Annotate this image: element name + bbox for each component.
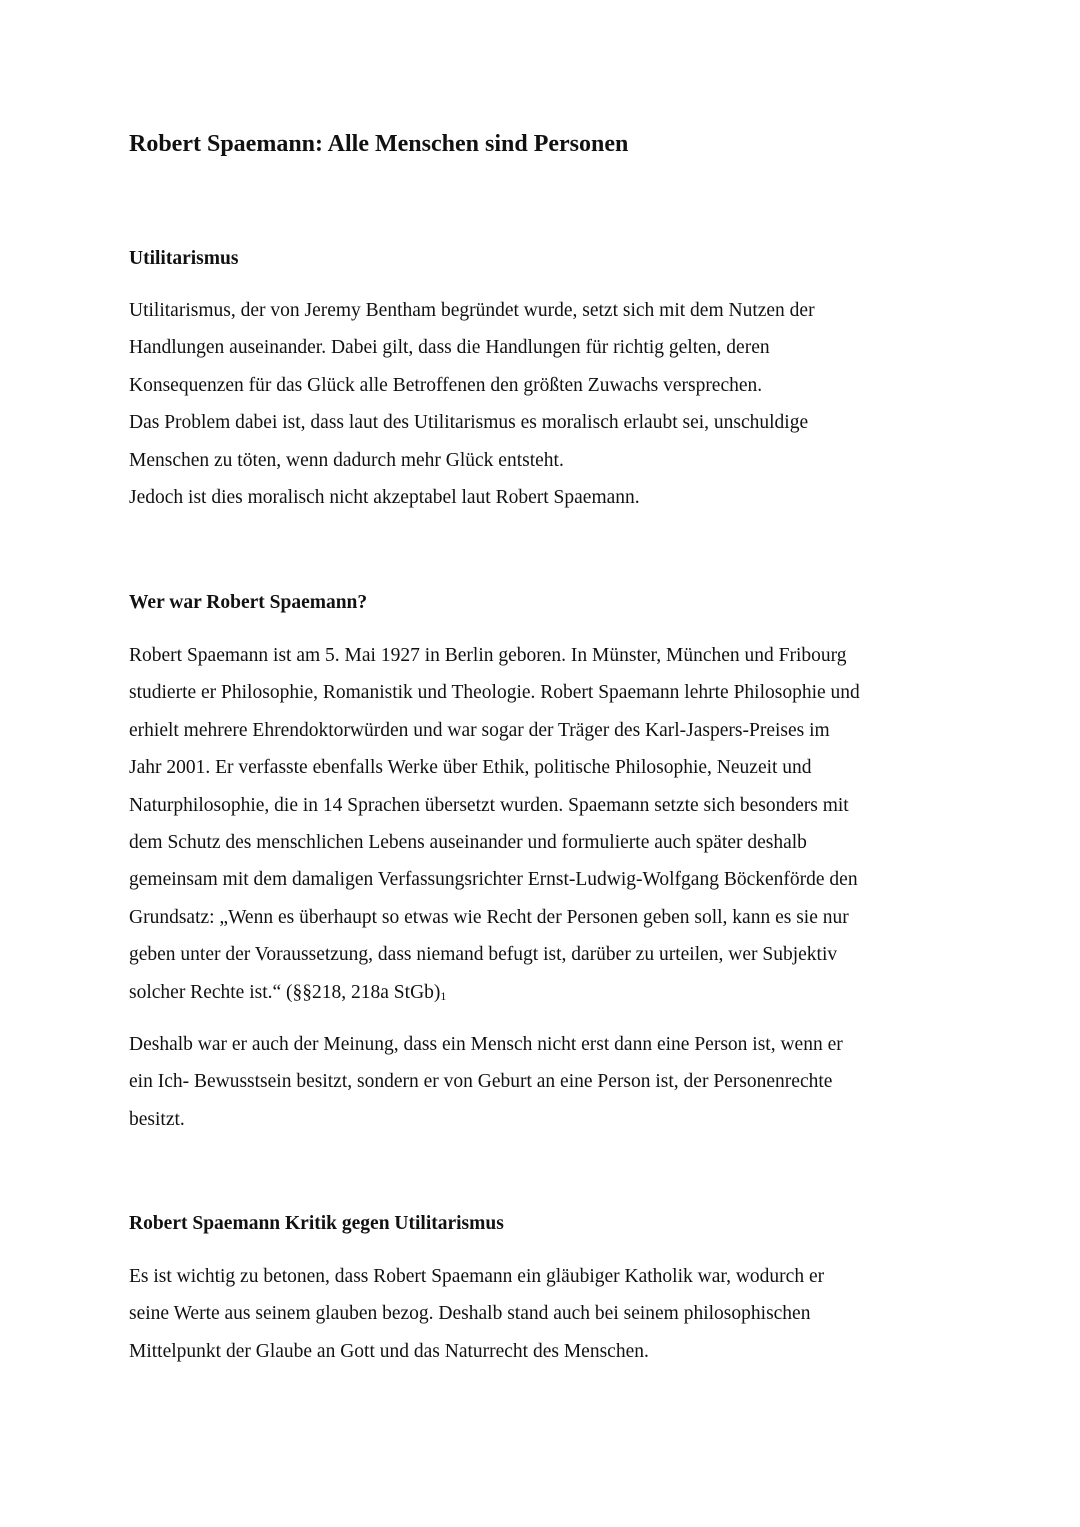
text-line: Jedoch ist dies moralisch nicht akzeptabel laut Robert Spaemann. [129, 487, 640, 509]
text-line: geben unter der Voraussetzung, dass niemand befugt ist, darüber zu urteilen, wer Subjektiv [129, 944, 838, 966]
text-line: Mittelpunkt der Glaube an Gott und das Naturrecht des Menschen. [129, 1340, 649, 1362]
text-line: erhielt mehrere Ehrendoktorwürden und war sogar der Träger des Karl-Jaspers-Preises im [129, 719, 830, 741]
text-line: solcher Rechte ist.“ (§§218, 218a StGb) [129, 981, 441, 1003]
text-line-with-footnote [129, 974, 860, 1015]
text-line: Handlungen auseinander. Dabei gilt, dass die Handlungen für richtig gelten, deren [129, 337, 770, 359]
footnote-marker: 1 [440, 988, 447, 1003]
paragraph-person-opinion [129, 1026, 843, 1138]
text-line: Es ist wichtig zu betonen, dass Robert Spaemann ein gläubiger Katholik war, wodurch er [129, 1266, 825, 1287]
document-title: Robert Spaemann: Alle Menschen sind Personen [129, 131, 629, 157]
text-line: Grundsatz: „Wenn es überhaupt so etwas wie Recht der Personen geben soll, kann es sie nur [129, 906, 849, 928]
text-line: Deshalb war er auch der Meinung, dass ein Mensch nicht erst dann eine Person ist, wenn er [129, 1034, 843, 1055]
section-heading-utilitarismus: Utilitarismus [129, 248, 239, 269]
text-line: dem Schutz des menschlichen Lebens auseinander und formulierte auch später deshalb [129, 832, 807, 854]
text-line: ein Ich- Bewusstsein besitzt, sondern er von Geburt an eine Person ist, der Personenrechte [129, 1071, 833, 1093]
text-line: Naturphilosophie, die in 14 Sprachen übersetzt wurden. Spaemann setzte sich besonders mit [129, 794, 849, 816]
text-line: besitzt. [129, 1108, 185, 1130]
text-line: Menschen zu töten, wenn dadurch mehr Glück entsteht. [129, 449, 564, 471]
text-line: seine Werte aus seinem glauben bezog. Deshalb stand auch bei seinem philosophischen [129, 1303, 811, 1325]
paragraph-utilitarismus [129, 292, 815, 516]
text-line: Das Problem dabei ist, dass laut des Utilitarismus es moralisch erlaubt sei, unschuldige [129, 412, 809, 434]
text-line: Robert Spaemann ist am 5. Mai 1927 in Berlin geboren. In Münster, München und Fribourg [129, 645, 847, 666]
text-line: Utilitarismus, der von Jeremy Bentham begründet wurde, setzt sich mit dem Nutzen der [129, 300, 815, 321]
text-line: Konsequenzen für das Glück alle Betroffenen den größten Zuwachs versprechen. [129, 374, 763, 396]
text-line: gemeinsam mit dem damaligen Verfassungsrichter Ernst-Ludwig-Wolfgang Böckenförde den [129, 869, 858, 891]
section-heading-wer-war-spaemann: Wer war Robert Spaemann? [129, 592, 368, 613]
text-line: studierte er Philosophie, Romanistik und Theologie. Robert Spaemann lehrte Philosophie und [129, 682, 860, 704]
section-heading-kritik: Robert Spaemann Kritik gegen Utilitarismus [129, 1213, 504, 1234]
text-line: Jahr 2001. Er verfasste ebenfalls Werke über Ethik, politische Philosophie, Neuzeit und [129, 757, 812, 779]
paragraph-biography [129, 637, 860, 1015]
paragraph-kritik [129, 1258, 824, 1370]
